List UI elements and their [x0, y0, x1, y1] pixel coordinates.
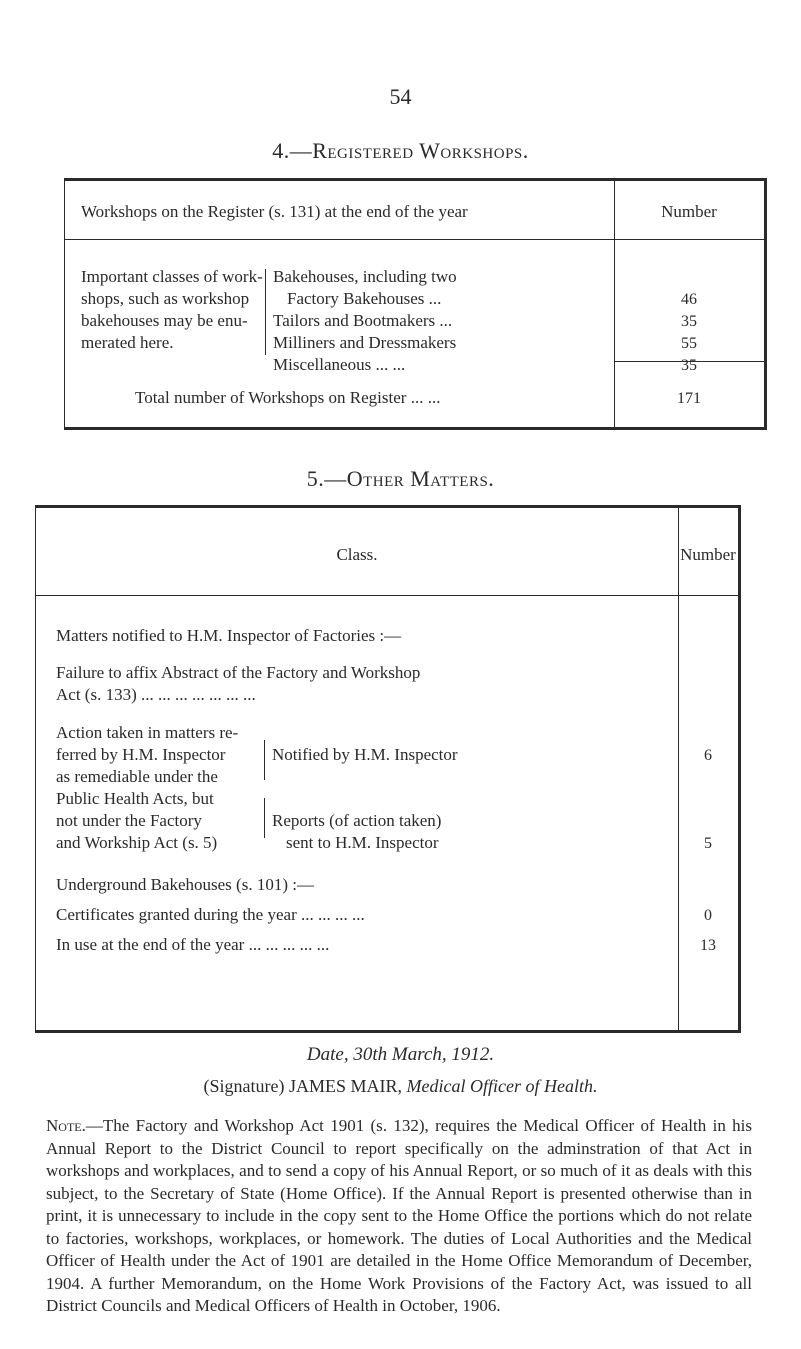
section-5-prefix: 5.— — [306, 466, 347, 491]
header-number: Number — [680, 545, 736, 564]
workshop-class-label: Factory Bakehouses ... — [287, 289, 442, 308]
workshop-class-label: Tailors and Bootmakers ... — [273, 311, 453, 330]
action-line: and Workship Act (s. 5) — [56, 833, 218, 852]
registered-workshops-table — [64, 178, 767, 430]
classes-line: bakehouses may be enu- — [81, 311, 248, 330]
action-line: as remediable under the — [56, 767, 218, 786]
workshop-count: 35 — [681, 313, 697, 330]
note-text: —The Factory and Workshop Act 1901 (s. 132), requires the Medical Officer of Health in his Annual Report to the District Council to report specifically on the adminstration of that Act in workshops and workplaces, and to send a copy of his Annual Report, or so much of it as deals with this subject, to the Secretary of State (Home Office). If the Annual Report is presented otherwise than in print, it is unnecessary to include in the copy sent to the Home Office the portions which do not relate to factories, workshops, workplaces, or homework. The duties of Local Authorities and the Medical Officer of Health under the Act of 1901 are detailed in the Home Office Memorandum of December, 1904. A further Memorandum, on the Home Work Provisions of the Factory Act, was issued to all District Councils and Medical Officers of Health in October, 1906. — [46, 1116, 752, 1315]
section-4-prefix: 4.— — [272, 138, 313, 163]
section-4-heading — [0, 138, 801, 164]
classes-line: merated here. — [81, 333, 174, 352]
reports-line: Reports (of action taken) — [272, 811, 442, 830]
classes-line: shops, such as workshop — [81, 289, 250, 308]
brace — [264, 740, 265, 780]
signature-name: (Signature) JAMES MAIR, — [203, 1076, 403, 1096]
workshop-count: 55 — [681, 335, 697, 352]
failure-line: Act (s. 133) ... ... ... ... ... ... ... — [56, 685, 256, 704]
workshop-class-label: Miscellaneous ... ... — [273, 355, 406, 374]
reports-value: 5 — [704, 835, 712, 852]
other-matters-table — [35, 505, 741, 1033]
action-line: Action taken in matters re- — [56, 723, 239, 742]
header-workshops: Workshops on the Register (s. 131) at the end of the year — [81, 202, 468, 221]
header-divider — [65, 239, 764, 240]
certificates-line: Certificates granted during the year ... ... ... ... — [56, 905, 365, 924]
notified-value: 6 — [704, 747, 712, 764]
section-5-title: Other Matters. — [346, 466, 495, 491]
in-use-value: 13 — [700, 937, 716, 954]
header-divider — [36, 595, 738, 596]
note-label: Note. — [46, 1116, 86, 1135]
note-paragraph — [46, 1115, 752, 1318]
certificates-value: 0 — [704, 907, 712, 924]
section-5-heading — [0, 466, 801, 492]
workshop-count: 35 — [681, 357, 697, 374]
failure-line: Failure to affix Abstract of the Factory and Workshop — [56, 663, 421, 682]
workshop-class-label: Milliners and Dressmakers — [273, 333, 457, 352]
signature-title: Medical Officer of Health. — [406, 1076, 598, 1096]
header-number: Number — [661, 202, 717, 221]
reports-line: sent to H.M. Inspector — [286, 833, 439, 852]
brace — [265, 269, 266, 355]
page-number: 54 — [389, 84, 412, 109]
header-class: Class. — [336, 545, 378, 564]
action-line: not under the Factory — [56, 811, 202, 830]
workshop-class-label: Bakehouses, including two — [273, 267, 457, 286]
brace — [264, 798, 265, 838]
section-4-title: Registered Workshops. — [312, 138, 529, 163]
total-label: Total number of Workshops on Register ... ... — [135, 388, 441, 407]
workshop-count: 46 — [681, 291, 697, 308]
total-value: 171 — [677, 390, 701, 407]
underground-line: Underground Bakehouses (s. 101) :— — [56, 875, 314, 894]
date-line: Date, 30th March, 1912. — [306, 1044, 495, 1065]
intro-line: Matters notified to H.M. Inspector of Factories :— — [56, 626, 402, 645]
notified-label: Notified by H.M. Inspector — [272, 745, 458, 764]
action-line: Public Health Acts, but — [56, 789, 214, 808]
in-use-line: In use at the end of the year ... ... ... ... ... — [56, 935, 330, 954]
classes-line: Important classes of work- — [81, 267, 263, 286]
signature-line — [0, 1076, 801, 1097]
action-line: ferred by H.M. Inspector — [56, 745, 226, 764]
